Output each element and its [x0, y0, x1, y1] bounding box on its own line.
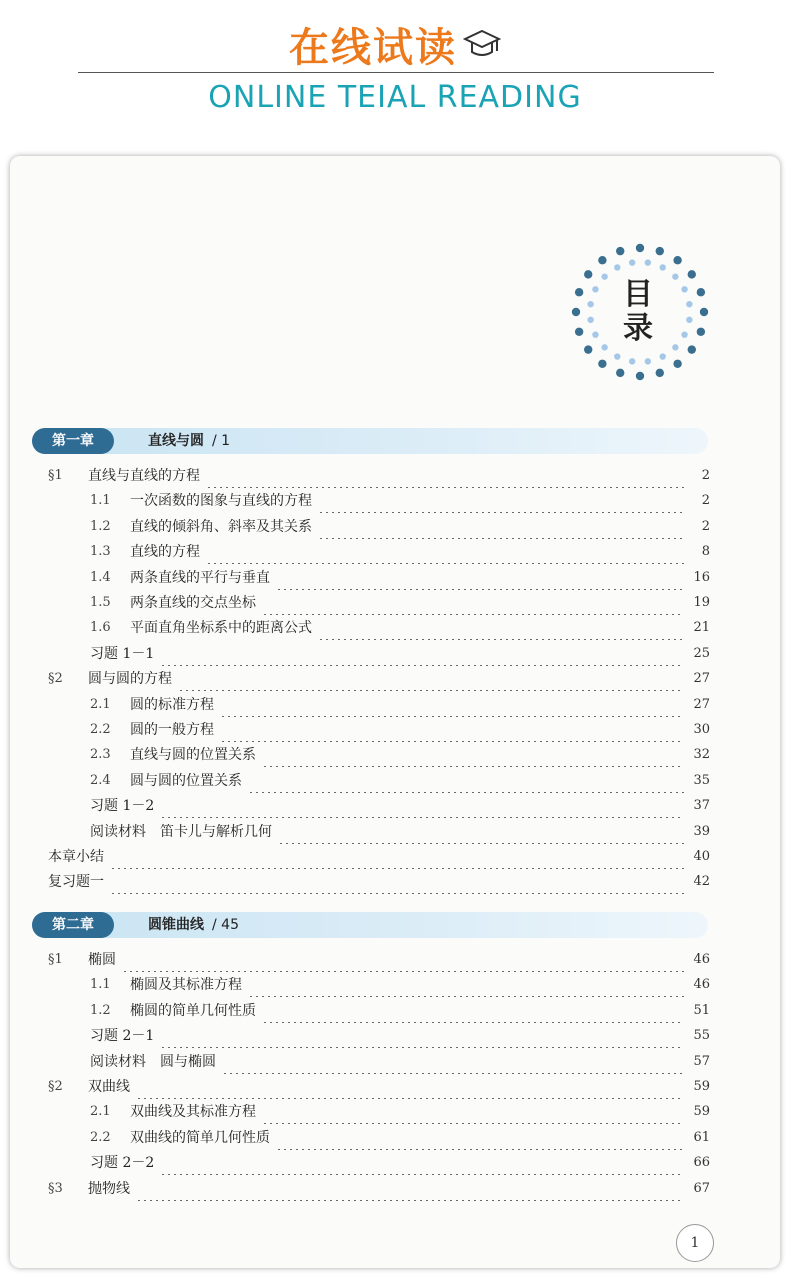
page-number: 1: [676, 1224, 714, 1262]
ring-dot-outer: [584, 345, 592, 353]
toc-entry-label: 阅读材料 笛卡儿与解析几何: [90, 823, 272, 840]
toc-entry-page: 2: [701, 493, 710, 509]
dot-leader: [262, 999, 684, 1023]
ring-dot-inner: [587, 301, 593, 307]
promo-header: [0, 14, 790, 74]
ring-dot-outer: [584, 270, 592, 278]
toc-entry[interactable]: [90, 820, 710, 844]
toc-entry-page: 2: [701, 518, 710, 534]
ring-dot-outer: [697, 288, 705, 296]
toc-entry-label: 直线与直线的方程: [88, 468, 200, 484]
toc-entry-page: 32: [693, 747, 710, 763]
dot-leader: [110, 845, 684, 869]
toc-entry-page: 25: [693, 645, 710, 661]
dot-leader: [318, 616, 684, 640]
ring-dot-inner: [660, 264, 666, 270]
graduation-cap-icon: [463, 27, 501, 61]
ring-dot-inner: [614, 264, 620, 270]
ring-dot-outer: [636, 244, 644, 252]
dot-leader: [276, 1126, 684, 1150]
toc-entry-label: 习题 2－1: [90, 1028, 155, 1045]
toc-entry-number: §2: [48, 671, 63, 687]
header-subtitle: ONLINE TEIAL READING: [208, 80, 582, 115]
toc-entry[interactable]: [90, 591, 710, 615]
toc-entry[interactable]: [90, 693, 710, 717]
ring-dot-outer: [598, 360, 606, 368]
toc-entry-number: 1.5: [90, 595, 111, 610]
toc-entry-label: 圆的标准方程: [130, 696, 214, 713]
dot-leader: [110, 870, 684, 894]
toc-entry-label: 复习题一: [48, 874, 104, 891]
toc-entry-page: 57: [693, 1053, 710, 1069]
toc-entry-label: 圆与圆的位置关系: [130, 772, 242, 789]
ring-dot-outer: [697, 328, 705, 336]
dot-leader: [220, 718, 684, 742]
toc-entry-page: 51: [693, 1002, 710, 1018]
dot-leader: [160, 642, 684, 666]
toc-entry[interactable]: [90, 540, 710, 564]
toc-entry[interactable]: [90, 718, 710, 742]
toc-entry-page: 67: [693, 1180, 710, 1196]
toc-entry-page: 46: [693, 952, 710, 967]
ring-dot-inner: [672, 273, 678, 279]
toc-entry-label: 阅读材料 圆与椭圆: [90, 1053, 216, 1070]
toc-entry[interactable]: [48, 1177, 710, 1201]
chapter-start-page: / 1: [212, 433, 231, 449]
toc-entry-page: 46: [693, 977, 710, 993]
ring-dot-inner: [660, 353, 666, 359]
toc-entry[interactable]: [90, 769, 710, 793]
dot-leader: [206, 464, 684, 488]
toc-entry-number: 1.4: [90, 569, 111, 585]
ring-dot-outer: [575, 328, 583, 336]
dot-leader: [318, 515, 684, 539]
toc-entry[interactable]: [48, 870, 710, 894]
toc-entry-number: §1: [48, 468, 63, 483]
toc-entry-page: 21: [693, 620, 710, 636]
toc-entry-number: 1.6: [90, 620, 111, 636]
ring-dot-inner: [686, 301, 692, 307]
toc-entry-label: 平面直角坐标系中的距离公式: [130, 620, 312, 637]
ring-dot-inner: [629, 358, 635, 364]
toc-entry-number: 1.1: [90, 977, 111, 993]
toc-entry-label: 双曲线: [88, 1079, 130, 1095]
dot-leader: [160, 1151, 684, 1175]
ring-dot-outer: [598, 256, 606, 264]
ring-dot-inner: [672, 344, 678, 350]
dot-leader: [206, 540, 684, 564]
toc-entry[interactable]: [90, 1024, 710, 1048]
toc-entry-page: 2: [701, 468, 710, 483]
toc-entry[interactable]: [90, 743, 710, 767]
ring-dot-inner: [592, 332, 598, 338]
toc-entry[interactable]: [90, 642, 710, 666]
toc-entry-label: 直线的倾斜角、斜率及其关系: [130, 518, 312, 535]
toc-entry-label: 抛物线: [88, 1180, 130, 1197]
toc-entry[interactable]: [48, 948, 710, 972]
toc-entry-number: 2.3: [90, 747, 111, 763]
ring-dot-outer: [688, 270, 696, 278]
toc-entry-label: 双曲线及其标准方程: [130, 1104, 256, 1121]
toc-entry-page: 19: [693, 595, 710, 610]
dot-leader: [122, 948, 684, 972]
toc-entry[interactable]: [48, 845, 710, 869]
ring-dot-inner: [645, 358, 651, 364]
toc-entry-page: 27: [693, 671, 710, 687]
toc-entry-number: 2.1: [90, 1104, 111, 1120]
toc-entry-label: 圆与圆的方程: [88, 671, 172, 688]
ring-dot-inner: [614, 353, 620, 359]
toc-entry-number: 2.2: [90, 1129, 111, 1145]
toc-entry[interactable]: [90, 1126, 710, 1150]
dot-leader: [276, 566, 684, 590]
ring-dot-inner: [601, 273, 607, 279]
chapter-badge: 第一章: [32, 428, 114, 454]
dot-leader: [222, 1050, 684, 1074]
ring-dot-inner: [681, 332, 687, 338]
chapter-start-page: / 45: [212, 917, 239, 933]
ring-dot-outer: [688, 345, 696, 353]
toc-entry[interactable]: [90, 616, 710, 640]
contents-heading: [618, 278, 658, 346]
dot-leader: [318, 489, 684, 513]
toc-entry-page: 27: [693, 696, 710, 712]
toc-entry-label: 一次函数的图象与直线的方程: [130, 493, 312, 510]
toc-entry-label: 两条直线的交点坐标: [130, 595, 256, 611]
ring-dot-outer: [572, 308, 580, 316]
toc-entry-label: 椭圆及其标准方程: [130, 977, 242, 994]
toc-entry[interactable]: [90, 489, 710, 513]
toc-entry-page: 37: [693, 798, 710, 814]
toc-entry[interactable]: [90, 999, 710, 1023]
chapter-title-text: 圆锥曲线: [148, 917, 204, 933]
ring-dot-outer: [673, 256, 681, 264]
toc-entry-number: 1.3: [90, 544, 111, 560]
toc-entry[interactable]: [48, 667, 710, 691]
toc-entry-label: 椭圆: [88, 952, 116, 968]
toc-entry-number: 2.2: [90, 722, 111, 737]
header-title: 在线试读: [289, 24, 457, 71]
dot-leader: [262, 1100, 684, 1124]
toc-entry-number: 1.2: [90, 518, 111, 534]
dot-leader: [278, 820, 684, 844]
ring-dot-outer: [616, 369, 624, 377]
dot-leader: [136, 1075, 684, 1099]
toc-entry-page: 59: [693, 1104, 710, 1120]
dot-leader: [220, 693, 684, 717]
toc-entry-label: 圆的一般方程: [130, 722, 214, 738]
dot-leader: [262, 743, 684, 767]
dot-leader: [160, 794, 684, 818]
ring-dot-outer: [616, 247, 624, 255]
toc-entry[interactable]: [90, 1151, 710, 1175]
dot-leader: [248, 769, 684, 793]
toc-entry-label: 两条直线的平行与垂直: [130, 569, 270, 586]
ring-dot-outer: [673, 360, 681, 368]
toc-entry-page: 42: [693, 874, 710, 890]
ring-dot-outer: [656, 247, 664, 255]
toc-entry-label: 椭圆的简单几何性质: [130, 1002, 256, 1019]
ring-dot-outer: [656, 369, 664, 377]
toc-entry[interactable]: [90, 1050, 710, 1074]
toc-entry-page: 59: [693, 1079, 710, 1094]
toc-entry-label: 直线的方程: [130, 544, 200, 561]
toc-entry[interactable]: [90, 794, 710, 818]
toc-entry-number: 1.2: [90, 1002, 111, 1018]
toc-entry-page: 8: [701, 544, 710, 560]
toc-entry-page: 61: [693, 1129, 710, 1145]
toc-entry-label: 直线与圆的位置关系: [130, 747, 256, 764]
ring-dot-inner: [686, 317, 692, 323]
ring-dot-inner: [681, 286, 687, 292]
toc-entry-page: 30: [693, 722, 710, 737]
ring-dot-inner: [645, 259, 651, 265]
dot-leader: [248, 973, 684, 997]
toc-entry-label: 习题 1－2: [90, 798, 155, 815]
toc-entry-number: §3: [48, 1180, 63, 1196]
toc-entry-number: 2.4: [90, 772, 111, 788]
ring-dot-inner: [592, 286, 598, 292]
dot-leader: [262, 591, 684, 615]
contents-heading-char-2: 录: [623, 311, 653, 346]
ring-dot-inner: [587, 317, 593, 323]
toc-entry[interactable]: [48, 464, 710, 488]
toc-entry-page: 39: [693, 823, 710, 839]
ring-dot-outer: [575, 288, 583, 296]
chapter-title-text: 直线与圆: [148, 433, 204, 449]
chapter-badge: 第二章: [32, 912, 114, 938]
dot-leader: [178, 667, 684, 691]
chapter-bar: [32, 912, 708, 938]
dot-leader: [160, 1024, 684, 1048]
toc-entry-label: 本章小结: [48, 849, 104, 865]
dot-leader: [136, 1177, 684, 1201]
book-page: [10, 156, 780, 1268]
toc-entry-label: 习题 1－1: [90, 645, 155, 662]
toc-entry-page: 55: [693, 1028, 710, 1044]
toc-entry[interactable]: [90, 566, 710, 590]
chapter-title: [148, 428, 230, 454]
toc-entry-page: 40: [693, 849, 710, 864]
toc-entry-number: §1: [48, 952, 63, 967]
toc-entry[interactable]: [90, 973, 710, 997]
toc-entry[interactable]: [48, 1075, 710, 1099]
ring-dot-inner: [629, 259, 635, 265]
toc-entry[interactable]: [90, 1100, 710, 1124]
ring-dot-inner: [601, 344, 607, 350]
chapter-title: [148, 912, 239, 938]
contents-emblem: [568, 240, 712, 384]
chapter-bar: [32, 428, 708, 454]
toc-entry-label: 双曲线的简单几何性质: [130, 1129, 270, 1146]
ring-dot-outer: [700, 308, 708, 316]
toc-entry-label: 习题 2－2: [90, 1155, 155, 1172]
header-divider: [78, 72, 714, 73]
toc-entry[interactable]: [90, 515, 710, 539]
toc-entry-number: §2: [48, 1079, 63, 1094]
contents-heading-char-1: 目: [623, 277, 653, 312]
toc-entry-number: 2.1: [90, 696, 111, 712]
toc-entry-page: 66: [693, 1155, 710, 1171]
toc-entry-page: 35: [693, 772, 710, 788]
toc-entry-page: 16: [693, 569, 710, 585]
ring-dot-outer: [636, 372, 644, 380]
toc-entry-number: 1.1: [90, 493, 111, 509]
